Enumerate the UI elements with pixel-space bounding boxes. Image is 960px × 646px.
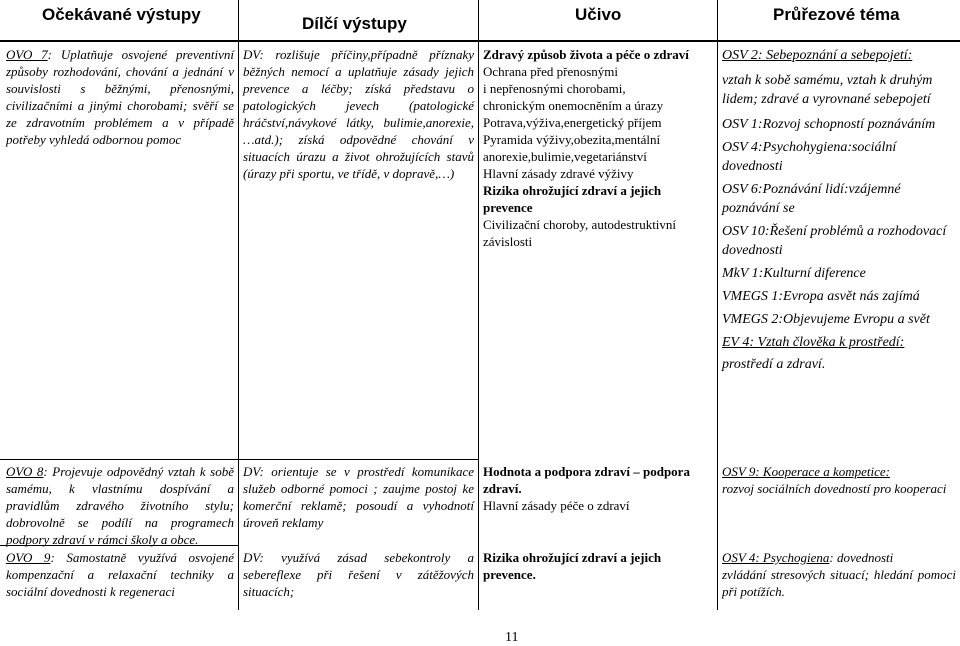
column-divider-3 <box>717 0 718 610</box>
topic-osv1: OSV 1:Rozvoj schopností poznáváním <box>722 117 936 132</box>
header-cross-topic: Průřezové téma <box>773 5 900 24</box>
header-curriculum: Učivo <box>575 5 622 24</box>
output-ovo9 <box>6 549 234 600</box>
curriculum-line-3: chronickým onemocněním a úrazy <box>483 98 664 113</box>
curriculum-title-4: Rizika ohrožující zdraví a jejich prevence. <box>483 550 662 582</box>
ovo7-code: OVO 7 <box>6 47 48 62</box>
curriculum-line-1: Ochrana před přenosnými <box>483 64 619 79</box>
ovo8-code: OVO 8 <box>6 464 44 479</box>
partial-output-block-1: DV: rozlišuje příčiny,případně příznaky běžných nemocí a uplatňuje zásady jejich prevence a léčby; získá představu o patologických jevech (patologické hráčství,návykové látky, bulimie,anorexie, …atd.); získá odpovědné chování v situacích úrazu a život ohrožujících stavů (úrazy při sportu, ve třídě, v dopravě,…) <box>243 47 474 181</box>
table-header-row <box>0 0 960 40</box>
topic-osv9-code: OSV 9: Kooperace a kompetice: <box>722 464 890 479</box>
output-ovo8 <box>6 463 234 548</box>
output-ovo7 <box>6 46 234 148</box>
topic-ev4-code: EV 4: Vztah člověka k prostředí: <box>722 335 905 350</box>
curriculum-line-4: Potrava,výživa,energetický příjem <box>483 115 662 130</box>
ovo9-text: : Samostatně využívá osvojené kompenzační a relaxační techniky a sociální dovednosti k regeneraci <box>6 550 234 599</box>
column-divider-1 <box>238 0 239 610</box>
header-expected-outputs: Očekávané výstupy <box>42 5 201 24</box>
curriculum-tail: Civilizační choroby, autodestruktivní závislosti <box>483 217 677 249</box>
topic-osv4: OSV 4:Psychohygiena:sociální dovednosti <box>722 140 897 174</box>
page-number: 11 <box>505 630 519 645</box>
curriculum-block-3 <box>483 549 713 583</box>
topic-vmegs2: VMEGS 2:Objevujeme Evropu a svět <box>722 312 930 327</box>
curriculum-line-6: anorexie,bulimie,vegetariánství <box>483 149 647 164</box>
header-divider <box>0 40 960 42</box>
row-divider-left <box>0 459 478 460</box>
partial-output-block-3: DV: využívá zásad sebekontroly a sebereflexe při řešení v zátěžových situacích; <box>243 550 474 599</box>
topic-osv2-code: OSV 2: Sebepoznání a sebepojetí: <box>722 48 913 63</box>
topic-osv4b-text: zvládání stresových situací; hledání pomoci při potížích. <box>722 567 956 599</box>
curriculum-block-1 <box>483 46 713 250</box>
topic-ev4-text: prostředí a zdraví. <box>722 357 826 372</box>
cross-topics-block-2 <box>722 463 956 497</box>
header-partial-outputs: Dílčí výstupy <box>302 14 407 33</box>
column-divider-2 <box>478 0 479 610</box>
curriculum-line-7: Hlavní zásady zdravé výživy <box>483 166 634 181</box>
curriculum-title-1: Zdravý způsob života a péče o zdraví <box>483 47 689 62</box>
curriculum-block-2 <box>483 463 713 514</box>
curriculum-line-2: i nepřenosnými chorobami, <box>483 81 626 96</box>
cross-topics-block-1 <box>722 46 956 374</box>
curriculum-title-3: Hodnota a podpora zdraví – podpora zdraví. <box>483 464 690 496</box>
topic-vmegs1: VMEGS 1:Evropa asvět nás zajímá <box>722 289 920 304</box>
topic-osv6: OSV 6:Poznávání lidí:vzájemné poznávání se <box>722 182 901 216</box>
curriculum-line-5: Pyramida výživy,obezita,mentální <box>483 132 661 147</box>
topic-mkv1: MkV 1:Kulturní diference <box>722 266 866 281</box>
ovo8-text: : Projevuje odpovědný vztah k sobě samému, k vlastnímu dospívání a pravidlům zdravého životního stylu; dobrovolně se podílí na programech podpory zdraví v rámci školy a obce. <box>6 464 234 547</box>
topic-osv2-text: vztah k sobě samému, vztah k druhým lidem; zdravé a vyrovnané sebepojetí <box>722 73 933 107</box>
cross-topics-block-3 <box>722 549 956 600</box>
ovo7-text: : Uplatňuje osvojené preventivní způsoby rozhodování, chování a jednání v souvislosti s běžnými, přenosnými, civilizačními a jinými chorobami; svěří se ze zdravotním problémem a v případě potřeby vyhledá odbornou pomoc <box>6 47 234 147</box>
topic-osv4b-rest: : dovednosti <box>829 550 894 565</box>
curriculum-line-8: Hlavní zásady péče o zdraví <box>483 498 630 513</box>
curriculum-title-2: Rizika ohrožující zdraví a jejich prevence <box>483 183 662 215</box>
topic-osv4b-code: OSV 4: Psychogiena <box>722 550 830 565</box>
topic-osv10: OSV 10:Řešení problémů a rozhodovací dovednosti <box>722 224 947 258</box>
partial-output-block-2: DV: orientuje se v prostředí komunikace služeb odborné pomoci ; zaujme postoj ke komerční reklamě; posoudí a vyhodnotí úroveň reklamy <box>243 464 474 530</box>
topic-osv9-text: rozvoj sociálních dovedností pro kooperaci <box>722 481 947 496</box>
ovo9-code: OVO 9 <box>6 550 51 565</box>
topic-osv4b-heading <box>722 549 956 566</box>
